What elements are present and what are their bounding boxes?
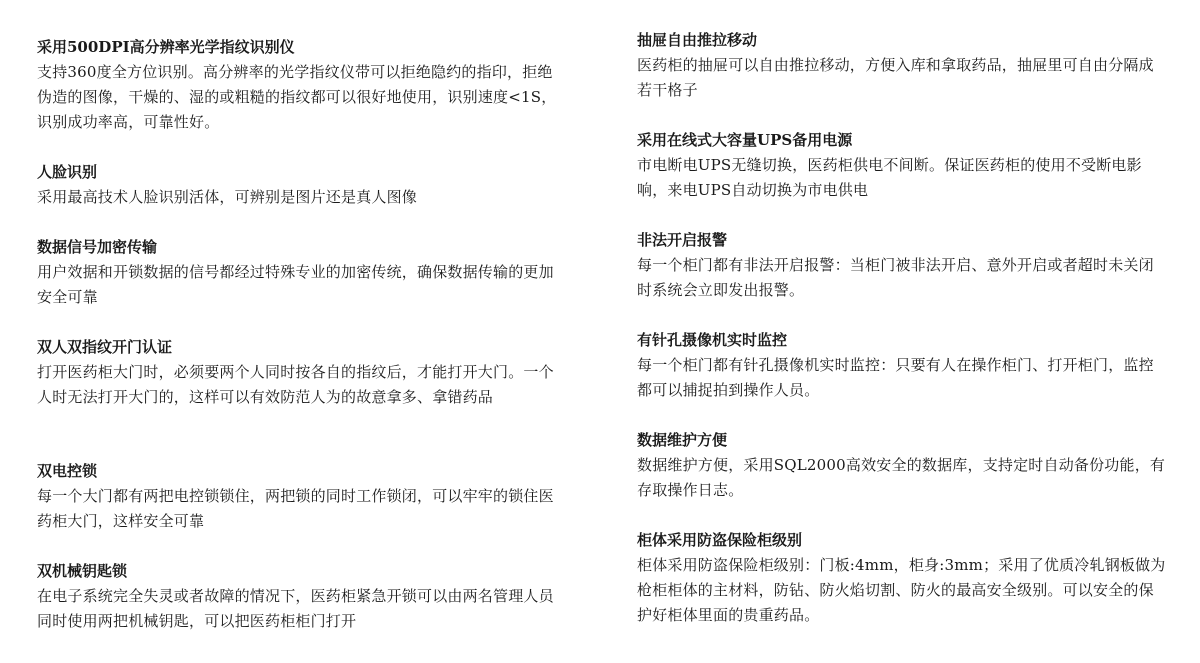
feature-description: 数据维护方便，采用SQL2000高效安全的数据库，支持定时自动备份功能，有存取操作日志。 <box>637 456 1166 499</box>
feature-title: 人脸识别 <box>37 163 98 181</box>
feature-description: 每一个柜门都有非法开启报警：当柜门被非法开启、意外开启或者超时未关闭时系统会立即发出报警。 <box>637 256 1154 299</box>
feature-dual-mechanical-key <box>37 560 562 634</box>
feature-title: 双电控锁 <box>37 462 98 480</box>
feature-fingerprint-scanner <box>37 36 562 135</box>
feature-description: 每一个柜门都有针孔摄像机实时监控：只要有人在操作柜门、打开柜门，监控都可以捕捉拍到操作人员。 <box>637 356 1154 399</box>
feature-safe-grade-cabinet <box>637 529 1167 628</box>
feature-illegal-open-alarm <box>637 229 1167 303</box>
feature-description: 用户效据和开锁数据的信号都经过特殊专业的加密传统，确保数据传输的更加安全可靠 <box>37 263 554 306</box>
feature-encrypted-transmission <box>37 236 562 310</box>
feature-dual-electric-lock <box>37 460 562 534</box>
feature-ups-power <box>637 129 1167 203</box>
feature-description: 柜体采用防盗保险柜级别：门板:4mm，柜身:3mm；采用了优质冷轧钢板做为枪柜柜体的主材料，防钻、防火焰切割、防火的最高安全级别。可以安全的保护好柜体里面的贵重药品。 <box>637 556 1166 624</box>
feature-title: 双人双指纹开门认证 <box>37 338 173 356</box>
feature-description: 市电断电UPS无缝切换，医药柜供电不间断。保证医药柜的使用不受断电影响，来电UPS自动切换为市电供电 <box>637 156 1142 199</box>
feature-description: 支持360度全方位识别。高分辨率的光学指纹仪带可以拒绝隐约的指印，拒绝伪造的图像，干燥的、湿的或粗糙的指纹都可以很好地使用，识别速度<1S，识别成功率高，可靠性好。 <box>37 63 557 131</box>
feature-title: 有针孔摄像机实时监控 <box>637 331 788 349</box>
feature-sliding-drawer <box>637 29 1167 103</box>
feature-data-maintenance <box>637 429 1167 503</box>
feature-title: 非法开启报警 <box>637 231 728 249</box>
feature-title: 双机械钥匙锁 <box>37 562 128 580</box>
feature-description: 在电子系统完全失灵或者故障的情况下，医药柜紧急开锁可以由两名管理人员同时使用两把机械钥匙，可以把医药柜柜门打开 <box>37 587 554 630</box>
feature-pinhole-camera <box>637 329 1167 403</box>
feature-description: 打开医药柜大门时，必须要两个人同时按各自的指纹后，才能打开大门。一个人时无法打开大门的，这样可以有效防范人为的故意拿多、拿错药品 <box>37 363 554 406</box>
feature-title: 数据维护方便 <box>637 431 728 449</box>
feature-description: 医药柜的抽屉可以自由推拉移动，方便入库和拿取药品，抽屉里可自由分隔成若干格子 <box>637 56 1154 99</box>
feature-description: 每一个大门都有两把电控锁锁住，两把锁的同时工作锁闭，可以牢牢的锁住医药柜大门，这样安全可靠 <box>37 487 554 530</box>
feature-title: 采用在线式大容量UPS备用电源 <box>637 131 853 149</box>
feature-face-recognition <box>37 161 562 210</box>
feature-title: 柜体采用防盗保险柜级别 <box>637 531 803 549</box>
feature-title: 采用500DPI高分辨率光学指纹识别仪 <box>37 38 295 56</box>
feature-description: 采用最高技术人脸识别活体，可辨别是图片还是真人图像 <box>37 188 418 206</box>
feature-dual-fingerprint-auth <box>37 336 562 410</box>
feature-title: 数据信号加密传输 <box>37 238 158 256</box>
feature-title: 抽屉自由推拉移动 <box>637 31 758 49</box>
